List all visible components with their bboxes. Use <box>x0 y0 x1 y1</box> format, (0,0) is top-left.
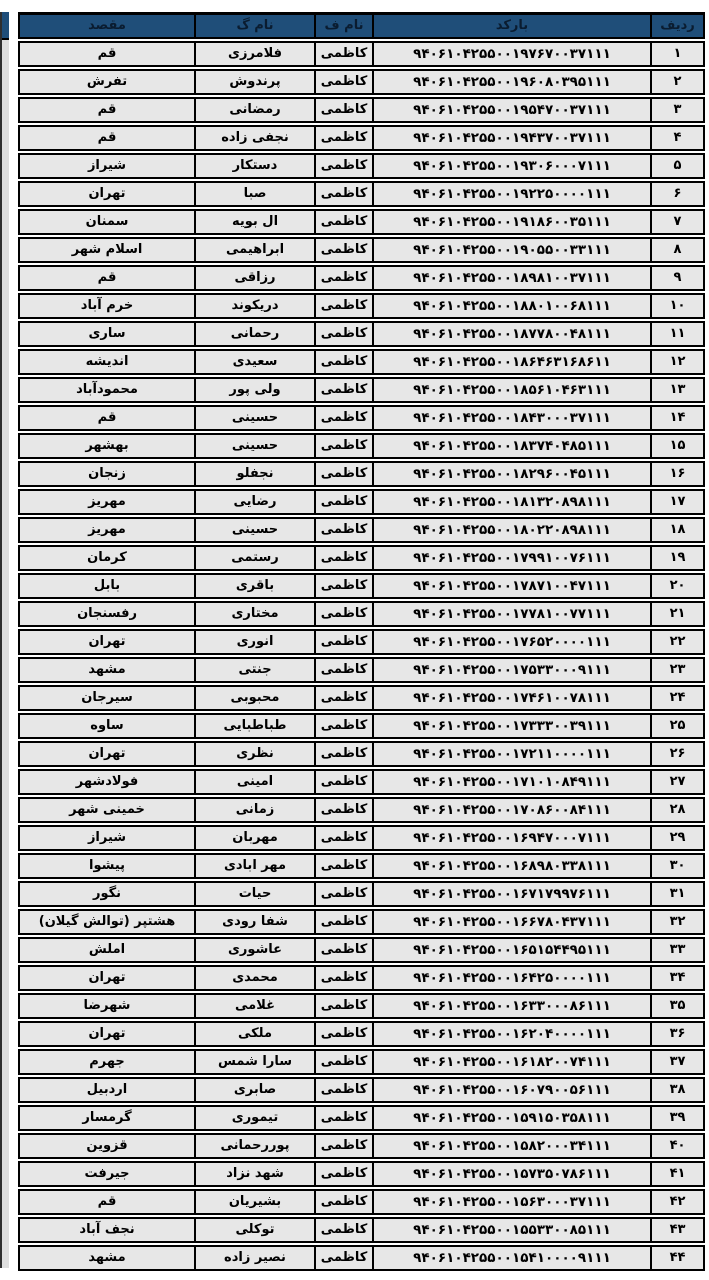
cell-row-number: ۲۴ <box>650 687 703 709</box>
table-row <box>18 321 705 347</box>
cell-row-number: ۳۱ <box>650 883 703 905</box>
cell-last-name: مختاری <box>194 603 314 625</box>
cell-destination: ساوه <box>90 718 124 733</box>
cell-last-name: حیات <box>194 883 314 905</box>
cell-last-name: دستکار <box>194 155 314 177</box>
cell-barcode: ۹۴۰۶۱۰۴۲۵۵۰۰۱۵۶۳۰۰۰۳۷۱۱۱ <box>372 1191 650 1213</box>
cell-destination: گرمسار <box>82 1110 132 1125</box>
table-row <box>18 461 705 487</box>
cell-last-name: سارا شمس <box>194 1051 314 1073</box>
cell-row-number: ۱ <box>650 43 703 65</box>
cropped-left-column-header <box>2 12 9 40</box>
cell-barcode: ۹۴۰۶۱۰۴۲۵۵۰۰۱۵۷۳۵۰۷۸۶۱۱۱ <box>372 1163 650 1185</box>
table-row <box>18 265 705 291</box>
table-row <box>18 97 705 123</box>
cell-first-name: کاظمی <box>314 631 372 653</box>
cell-first-name: کاظمی <box>314 1191 372 1213</box>
cell-row-number: ۱۰ <box>650 295 703 317</box>
cell-row-number: ۲۲ <box>650 631 703 653</box>
table-row <box>18 181 705 207</box>
cell-row-number: ۳۳ <box>650 939 703 961</box>
cell-barcode: ۹۴۰۶۱۰۴۲۵۵۰۰۱۶۶۷۸۰۴۳۷۱۱۱ <box>372 911 650 933</box>
cell-last-name: انوری <box>194 631 314 653</box>
cell-first-name: کاظمی <box>314 771 372 793</box>
cell-destination: محمودآباد <box>76 382 138 397</box>
cell-destination: جیرفت <box>84 1166 130 1181</box>
table-row <box>18 545 705 571</box>
cell-last-name: حسینی <box>194 435 314 457</box>
table-row <box>18 1217 705 1243</box>
cell-last-name: ولی پور <box>194 379 314 401</box>
cell-first-name: کاظمی <box>314 883 372 905</box>
cell-barcode: ۹۴۰۶۱۰۴۲۵۵۰۰۱۸۷۷۸۰۰۴۸۱۱۱ <box>372 323 650 345</box>
table-row <box>18 1189 705 1215</box>
cell-destination: قم <box>97 130 117 145</box>
table-row <box>18 1105 705 1131</box>
cell-last-name: محبوبی <box>194 687 314 709</box>
cell-last-name: جنتی <box>194 659 314 681</box>
table-row <box>18 629 705 655</box>
table-row <box>18 349 705 375</box>
cell-barcode: ۹۴۰۶۱۰۴۲۵۵۰۰۱۹۲۲۵۰۰۰۰۱۱۱ <box>372 183 650 205</box>
cell-destination: تهران <box>88 1026 126 1041</box>
cell-first-name: کاظمی <box>314 491 372 513</box>
cell-first-name: کاظمی <box>314 43 372 65</box>
cell-destination: ساری <box>88 326 126 341</box>
cell-last-name: رحمانی <box>194 323 314 345</box>
cell-destination: مهریز <box>88 522 126 537</box>
cell-row-number: ۸ <box>650 239 703 261</box>
cell-destination: تهران <box>88 970 126 985</box>
cell-row-number: ۲۵ <box>650 715 703 737</box>
cell-last-name: دریکوند <box>194 295 314 317</box>
cell-destination: کرمان <box>87 550 127 565</box>
cell-destination: شهرضا <box>83 998 131 1013</box>
cell-row-number: ۳۹ <box>650 1107 703 1129</box>
cell-last-name: شهد نزاد <box>194 1163 314 1185</box>
cell-destination: قزوین <box>86 1138 128 1153</box>
cell-last-name: رستمی <box>194 547 314 569</box>
cell-first-name: کاظمی <box>314 351 372 373</box>
cell-destination: سیرجان <box>81 690 133 705</box>
table-row <box>18 125 705 151</box>
cell-barcode: ۹۴۰۶۱۰۴۲۵۵۰۰۱۹۵۴۷۰۰۳۷۱۱۱ <box>372 99 650 121</box>
cell-row-number: ۷ <box>650 211 703 233</box>
cell-barcode: ۹۴۰۶۱۰۴۲۵۵۰۰۱۹۱۸۶۰۰۳۵۱۱۱ <box>372 211 650 233</box>
cell-barcode: ۹۴۰۶۱۰۴۲۵۵۰۰۱۵۸۲۰۰۰۳۴۱۱۱ <box>372 1135 650 1157</box>
cell-destination: تهران <box>88 746 126 761</box>
table-row <box>18 489 705 515</box>
cell-destination: تفرش <box>86 74 128 89</box>
table-row <box>18 657 705 683</box>
cell-destination: مهریز <box>88 494 126 509</box>
cell-first-name: کاظمی <box>314 1107 372 1129</box>
cell-row-number: ۴۳ <box>650 1219 703 1241</box>
cell-row-number: ۲۸ <box>650 799 703 821</box>
table-row <box>18 713 705 739</box>
cell-first-name: کاظمی <box>314 463 372 485</box>
cell-last-name: غلامی <box>194 995 314 1017</box>
cell-destination: اسلام شهر <box>71 242 143 257</box>
table-row <box>18 1021 705 1047</box>
cell-last-name: ابراهیمی <box>194 239 314 261</box>
table-row <box>18 517 705 543</box>
cell-first-name: کاظمی <box>314 1163 372 1185</box>
cell-destination: قم <box>97 102 117 117</box>
cell-first-name: کاظمی <box>314 407 372 429</box>
shipment-table <box>18 12 705 1271</box>
table-row <box>18 433 705 459</box>
cell-first-name: کاظمی <box>314 855 372 877</box>
cell-last-name: محمدی <box>194 967 314 989</box>
cell-last-name: حسینی <box>194 407 314 429</box>
cell-barcode: ۹۴۰۶۱۰۴۲۵۵۰۰۱۶۳۳۰۰۰۸۶۱۱۱ <box>372 995 650 1017</box>
cell-destination: شیراز <box>87 830 127 845</box>
table-row <box>18 853 705 879</box>
cell-barcode: ۹۴۰۶۱۰۴۲۵۵۰۰۱۶۹۴۷۰۰۰۷۱۱۱ <box>372 827 650 849</box>
header-cell-destination: مقصد <box>88 18 126 33</box>
cell-first-name: کاظمی <box>314 939 372 961</box>
cell-first-name: کاظمی <box>314 127 372 149</box>
cell-first-name: کاظمی <box>314 743 372 765</box>
cell-last-name: رزاقی <box>194 267 314 289</box>
cell-first-name: کاظمی <box>314 1023 372 1045</box>
cell-barcode: ۹۴۰۶۱۰۴۲۵۵۰۰۱۷۱۰۱۰۸۴۹۱۱۱ <box>372 771 650 793</box>
cell-destination: مشهد <box>88 662 126 677</box>
cell-destination: پیشوا <box>88 858 126 873</box>
cell-barcode: ۹۴۰۶۱۰۴۲۵۵۰۰۱۶۷۱۷۹۹۷۶۱۱۱ <box>372 883 650 905</box>
cell-first-name: کاظمی <box>314 827 372 849</box>
cell-row-number: ۱۴ <box>650 407 703 429</box>
cell-row-number: ۲۳ <box>650 659 703 681</box>
cell-barcode: ۹۴۰۶۱۰۴۲۵۵۰۰۱۸۸۰۱۰۰۶۸۱۱۱ <box>372 295 650 317</box>
cell-last-name: طباطبایی <box>194 715 314 737</box>
cell-barcode: ۹۴۰۶۱۰۴۲۵۵۰۰۱۸۳۷۴۰۴۸۵۱۱۱ <box>372 435 650 457</box>
cell-last-name: توکلی <box>194 1219 314 1241</box>
cell-barcode: ۹۴۰۶۱۰۴۲۵۵۰۰۱۵۴۱۰۰۰۰۹۱۱۱ <box>372 1247 650 1269</box>
cell-destination: فولادشهر <box>75 774 139 789</box>
table-row <box>18 405 705 431</box>
cell-first-name: کاظمی <box>314 239 372 261</box>
cell-last-name: پوررحمانی <box>194 1135 314 1157</box>
cell-first-name: کاظمی <box>314 379 372 401</box>
table-row <box>18 741 705 767</box>
cell-first-name: کاظمی <box>314 911 372 933</box>
cell-first-name: کاظمی <box>314 967 372 989</box>
table-row <box>18 769 705 795</box>
header-cell-row-number: ردیف <box>650 15 703 37</box>
cell-barcode: ۹۴۰۶۱۰۴۲۵۵۰۰۱۵۵۳۳۰۰۸۵۱۱۱ <box>372 1219 650 1241</box>
cell-first-name: کاظمی <box>314 183 372 205</box>
cell-last-name: بشیریان <box>194 1191 314 1213</box>
table-row <box>18 601 705 627</box>
cell-destination: تهران <box>88 186 126 201</box>
table-row <box>18 1161 705 1187</box>
cell-last-name: باقری <box>194 575 314 597</box>
cell-row-number: ۳ <box>650 99 703 121</box>
cell-barcode: ۹۴۰۶۱۰۴۲۵۵۰۰۱۸۴۳۰۰۰۳۷۱۱۱ <box>372 407 650 429</box>
cell-row-number: ۳۵ <box>650 995 703 1017</box>
cell-barcode: ۹۴۰۶۱۰۴۲۵۵۰۰۱۷۶۵۲۰۰۰۰۱۱۱ <box>372 631 650 653</box>
cell-barcode: ۹۴۰۶۱۰۴۲۵۵۰۰۱۷۹۹۱۰۰۷۶۱۱۱ <box>372 547 650 569</box>
table-row <box>18 69 705 95</box>
table-row <box>18 1049 705 1075</box>
cell-barcode: ۹۴۰۶۱۰۴۲۵۵۰۰۱۸۲۹۶۰۰۴۵۱۱۱ <box>372 463 650 485</box>
cell-first-name: کاظمی <box>314 1051 372 1073</box>
cell-last-name: نظری <box>194 743 314 765</box>
cell-first-name: کاظمی <box>314 155 372 177</box>
table-row <box>18 993 705 1019</box>
table-row <box>18 377 705 403</box>
cell-barcode: ۹۴۰۶۱۰۴۲۵۵۰۰۱۹۷۶۷۰۰۳۷۱۱۱ <box>372 43 650 65</box>
table-row <box>18 937 705 963</box>
cell-barcode: ۹۴۰۶۱۰۴۲۵۵۰۰۱۶۴۲۵۰۰۰۰۱۱۱ <box>372 967 650 989</box>
cell-destination: اردبیل <box>86 1082 128 1097</box>
cell-barcode: ۹۴۰۶۱۰۴۲۵۵۰۰۱۶۱۸۲۰۰۷۴۱۱۱ <box>372 1051 650 1073</box>
cell-last-name: تیموری <box>194 1107 314 1129</box>
cell-row-number: ۳۴ <box>650 967 703 989</box>
table-row <box>18 573 705 599</box>
cell-barcode: ۹۴۰۶۱۰۴۲۵۵۰۰۱۷۳۳۳۰۰۳۹۱۱۱ <box>372 715 650 737</box>
cell-destination: شیراز <box>87 158 127 173</box>
cell-row-number: ۹ <box>650 267 703 289</box>
cell-last-name: نجفلو <box>194 463 314 485</box>
cell-first-name: کاظمی <box>314 435 372 457</box>
cell-first-name: کاظمی <box>314 295 372 317</box>
cell-row-number: ۳۸ <box>650 1079 703 1101</box>
cell-destination: اندیشه <box>85 354 129 369</box>
cell-destination: زنجان <box>88 466 126 481</box>
cell-barcode: ۹۴۰۶۱۰۴۲۵۵۰۰۱۷۰۸۶۰۰۸۴۱۱۱ <box>372 799 650 821</box>
cell-barcode: ۹۴۰۶۱۰۴۲۵۵۰۰۱۹۰۵۵۰۰۳۳۱۱۱ <box>372 239 650 261</box>
table-row <box>18 965 705 991</box>
cell-last-name: صبا <box>194 183 314 205</box>
cell-row-number: ۱۸ <box>650 519 703 541</box>
cell-last-name: مهر ابادی <box>194 855 314 877</box>
cell-first-name: کاظمی <box>314 995 372 1017</box>
table-row <box>18 209 705 235</box>
table-row <box>18 153 705 179</box>
cell-barcode: ۹۴۰۶۱۰۴۲۵۵۰۰۱۷۸۷۱۰۰۴۷۱۱۱ <box>372 575 650 597</box>
cell-row-number: ۲۰ <box>650 575 703 597</box>
cell-destination: قم <box>97 46 117 61</box>
cell-destination: رفسنجان <box>77 606 137 621</box>
cell-first-name: کاظمی <box>314 1219 372 1241</box>
cell-first-name: کاظمی <box>314 715 372 737</box>
table-body <box>18 41 705 1271</box>
cell-row-number: ۴۴ <box>650 1247 703 1269</box>
cell-row-number: ۳۶ <box>650 1023 703 1045</box>
cell-row-number: ۳۷ <box>650 1051 703 1073</box>
cell-row-number: ۳۲ <box>650 911 703 933</box>
cell-barcode: ۹۴۰۶۱۰۴۲۵۵۰۰۱۶۰۷۹۰۰۵۶۱۱۱ <box>372 1079 650 1101</box>
table-row <box>18 909 705 935</box>
table-row <box>18 1077 705 1103</box>
cell-row-number: ۴۱ <box>650 1163 703 1185</box>
cell-first-name: کاظمی <box>314 1247 372 1269</box>
cell-last-name: نجفی زاده <box>194 127 314 149</box>
cropped-left-column <box>0 12 9 1268</box>
table-row <box>18 237 705 263</box>
table-row <box>18 881 705 907</box>
cell-first-name: کاظمی <box>314 659 372 681</box>
cell-barcode: ۹۴۰۶۱۰۴۲۵۵۰۰۱۸۱۳۲۰۸۹۸۱۱۱ <box>372 491 650 513</box>
cell-destination: هشتپر (توالش گیلان) <box>38 914 176 929</box>
cell-last-name: نصیر زاده <box>194 1247 314 1269</box>
cell-barcode: ۹۴۰۶۱۰۴۲۵۵۰۰۱۷۲۱۱۰۰۰۰۱۱۱ <box>372 743 650 765</box>
cell-last-name: صابری <box>194 1079 314 1101</box>
cell-barcode: ۹۴۰۶۱۰۴۲۵۵۰۰۱۶۲۰۴۰۰۰۰۱۱۱ <box>372 1023 650 1045</box>
cell-barcode: ۹۴۰۶۱۰۴۲۵۵۰۰۱۷۵۳۳۰۰۰۹۱۱۱ <box>372 659 650 681</box>
table-row <box>18 41 705 67</box>
cell-last-name: ملکی <box>194 1023 314 1045</box>
cell-row-number: ۴ <box>650 127 703 149</box>
cell-destination: املش <box>88 942 126 957</box>
cell-destination: قم <box>97 1194 117 1209</box>
cell-last-name: رمضانی <box>194 99 314 121</box>
cell-barcode: ۹۴۰۶۱۰۴۲۵۵۰۰۱۵۹۱۵۰۳۵۸۱۱۱ <box>372 1107 650 1129</box>
cell-last-name: حسینی <box>194 519 314 541</box>
table-row <box>18 825 705 851</box>
cell-barcode: ۹۴۰۶۱۰۴۲۵۵۰۰۱۸۶۴۶۳۱۶۸۶۱۱ <box>372 351 650 373</box>
cell-last-name: زمانی <box>194 799 314 821</box>
cell-first-name: کاظمی <box>314 211 372 233</box>
cell-destination: جهرم <box>89 1054 125 1069</box>
cell-destination: خمینی شهر <box>69 802 145 817</box>
table-row <box>18 1245 705 1271</box>
cell-barcode: ۹۴۰۶۱۰۴۲۵۵۰۰۱۶۸۹۸۰۳۳۸۱۱۱ <box>372 855 650 877</box>
cell-barcode: ۹۴۰۶۱۰۴۲۵۵۰۰۱۸۵۶۱۰۴۶۳۱۱۱ <box>372 379 650 401</box>
cell-first-name: کاظمی <box>314 547 372 569</box>
cell-row-number: ۶ <box>650 183 703 205</box>
cell-row-number: ۱۶ <box>650 463 703 485</box>
table-row <box>18 293 705 319</box>
cell-row-number: ۱۳ <box>650 379 703 401</box>
header-cell-barcode: بارکد <box>372 15 650 37</box>
cell-row-number: ۳۰ <box>650 855 703 877</box>
cell-destination: قم <box>97 410 117 425</box>
cell-row-number: ۲۶ <box>650 743 703 765</box>
cell-last-name: پرندوش <box>194 71 314 93</box>
cell-row-number: ۲۹ <box>650 827 703 849</box>
cell-destination: قم <box>97 270 117 285</box>
header-cell-last-name: نام گ <box>194 15 314 37</box>
cell-last-name: فلامرزی <box>194 43 314 65</box>
cell-destination: تهران <box>88 634 126 649</box>
cell-row-number: ۱۲ <box>650 351 703 373</box>
cell-first-name: کاظمی <box>314 519 372 541</box>
cell-barcode: ۹۴۰۶۱۰۴۲۵۵۰۰۱۷۴۶۱۰۰۷۸۱۱۱ <box>372 687 650 709</box>
cell-destination: بابل <box>93 578 121 593</box>
cell-row-number: ۲۱ <box>650 603 703 625</box>
cell-first-name: کاظمی <box>314 687 372 709</box>
table-row <box>18 685 705 711</box>
cell-first-name: کاظمی <box>314 71 372 93</box>
cell-first-name: کاظمی <box>314 99 372 121</box>
cell-first-name: کاظمی <box>314 603 372 625</box>
cell-last-name: سعیدی <box>194 351 314 373</box>
cell-last-name: ال بویه <box>194 211 314 233</box>
cell-barcode: ۹۴۰۶۱۰۴۲۵۵۰۰۱۹۳۰۶۰۰۰۷۱۱۱ <box>372 155 650 177</box>
cell-first-name: کاظمی <box>314 323 372 345</box>
cell-barcode: ۹۴۰۶۱۰۴۲۵۵۰۰۱۹۶۰۸۰۳۹۵۱۱۱ <box>372 71 650 93</box>
cell-row-number: ۵ <box>650 155 703 177</box>
cell-barcode: ۹۴۰۶۱۰۴۲۵۵۰۰۱۶۵۱۵۴۴۹۵۱۱۱ <box>372 939 650 961</box>
cell-first-name: کاظمی <box>314 267 372 289</box>
cell-barcode: ۹۴۰۶۱۰۴۲۵۵۰۰۱۹۴۳۷۰۰۳۷۱۱۱ <box>372 127 650 149</box>
cell-row-number: ۱۹ <box>650 547 703 569</box>
cell-destination: خرم آباد <box>80 298 134 313</box>
cell-row-number: ۴۲ <box>650 1191 703 1213</box>
header-cell-first-name: نام ف <box>314 15 372 37</box>
cell-row-number: ۱۵ <box>650 435 703 457</box>
cell-destination: سمنان <box>85 214 129 229</box>
cell-barcode: ۹۴۰۶۱۰۴۲۵۵۰۰۱۸۰۲۲۰۸۹۸۱۱۱ <box>372 519 650 541</box>
table-row <box>18 1133 705 1159</box>
cell-barcode: ۹۴۰۶۱۰۴۲۵۵۰۰۱۸۹۸۱۰۰۳۷۱۱۱ <box>372 267 650 289</box>
cell-first-name: کاظمی <box>314 799 372 821</box>
cell-last-name: رضایی <box>194 491 314 513</box>
cell-first-name: کاظمی <box>314 575 372 597</box>
cell-first-name: کاظمی <box>314 1079 372 1101</box>
cell-row-number: ۲۷ <box>650 771 703 793</box>
cell-row-number: ۲ <box>650 71 703 93</box>
cell-destination: بهشهر <box>85 438 129 453</box>
cell-barcode: ۹۴۰۶۱۰۴۲۵۵۰۰۱۷۷۸۱۰۰۷۷۱۱۱ <box>372 603 650 625</box>
cell-last-name: شفا رودی <box>194 911 314 933</box>
table-header-row <box>18 12 705 39</box>
cell-last-name: امینی <box>194 771 314 793</box>
table-row <box>18 797 705 823</box>
cell-destination: نجف آباد <box>79 1222 135 1237</box>
cell-row-number: ۱۷ <box>650 491 703 513</box>
cell-destination: مشهد <box>88 1250 126 1265</box>
cell-row-number: ۱۱ <box>650 323 703 345</box>
cell-first-name: کاظمی <box>314 1135 372 1157</box>
cell-row-number: ۴۰ <box>650 1135 703 1157</box>
cell-last-name: عاشوری <box>194 939 314 961</box>
cell-destination: نگور <box>92 886 122 901</box>
cell-last-name: مهربان <box>194 827 314 849</box>
